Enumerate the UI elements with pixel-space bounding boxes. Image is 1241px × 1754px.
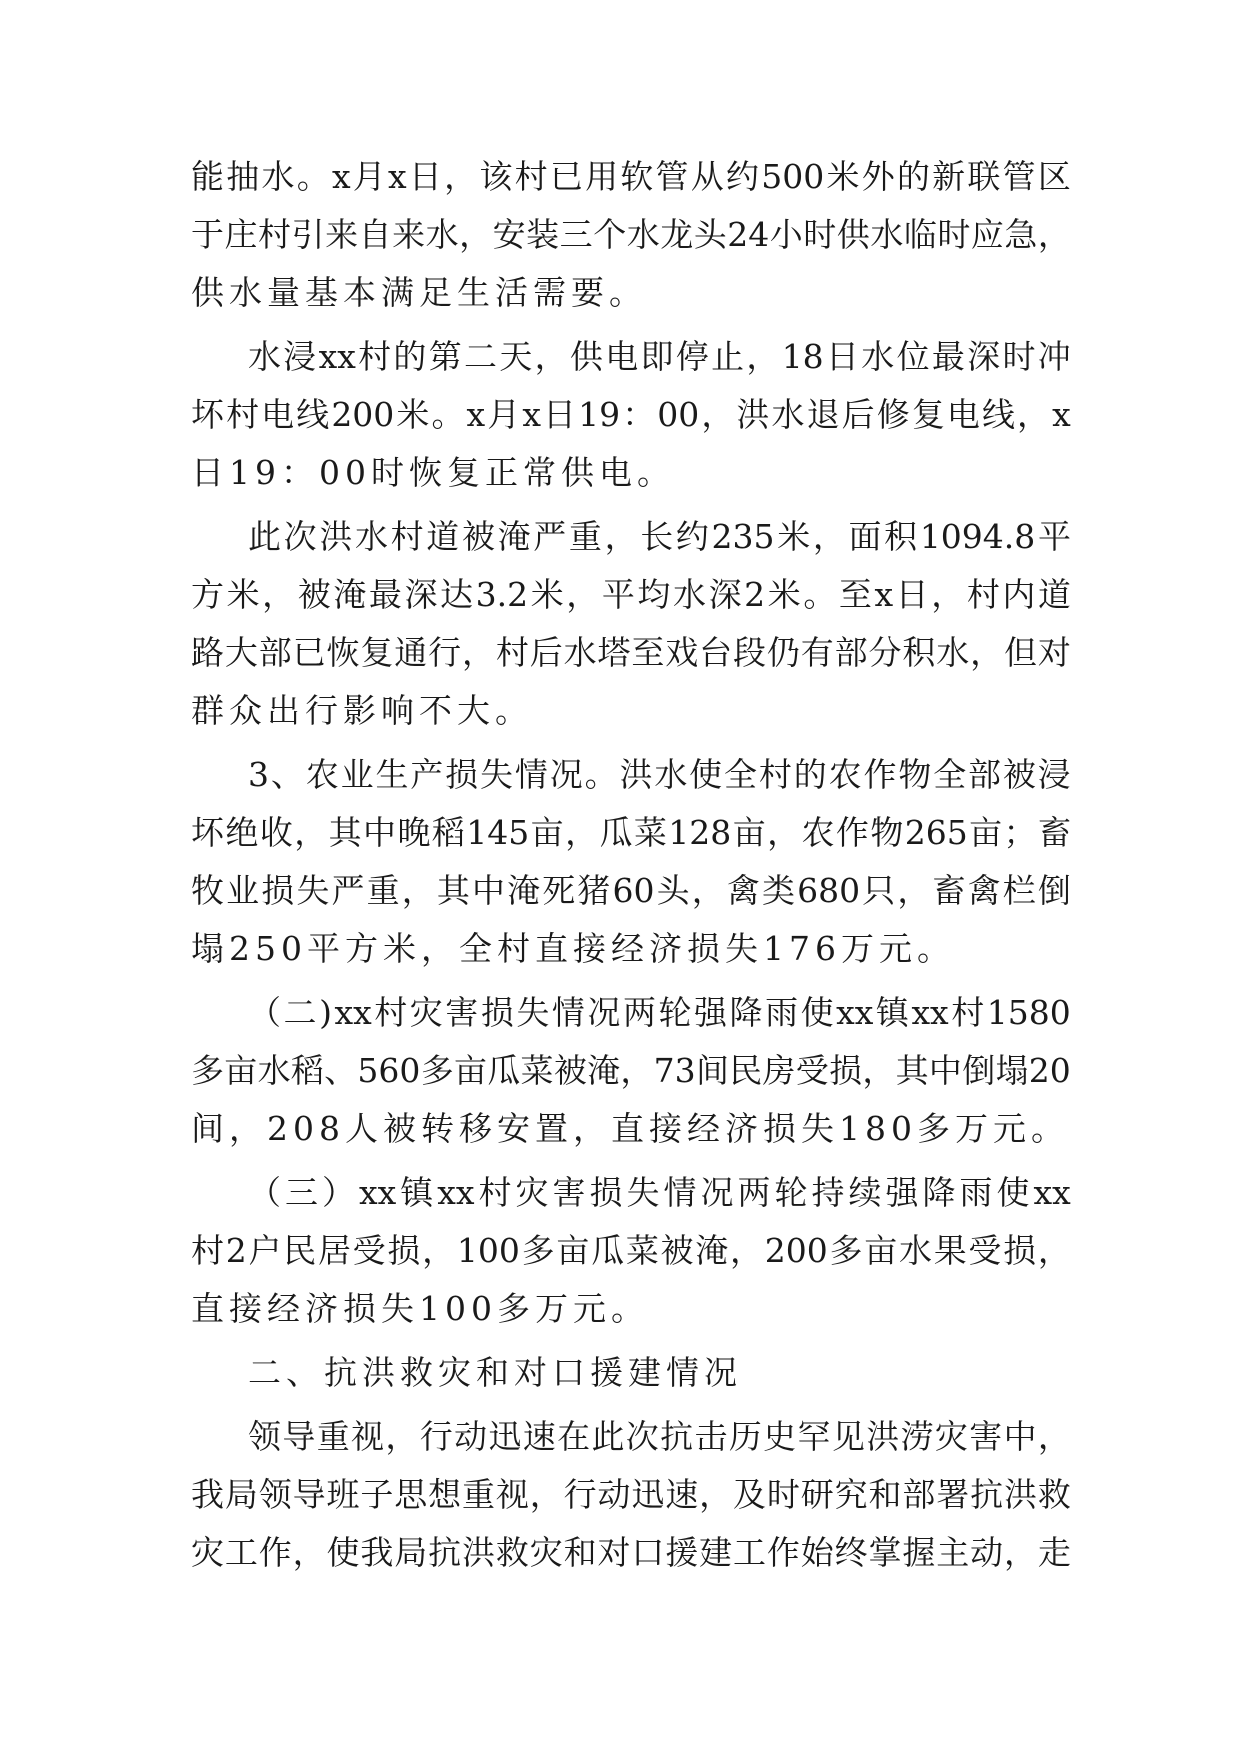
text-line: 灾 工 作 ， 使 我 局 抗 洪 救 灾 和 对 口 援 建 工 作 始 终 掌 握 主 动 ， 走 [191,1533,1071,1572]
paragraph-first-line: （ 二 ) xx 村 灾 害 损 失 情 况 两 轮 强 降 雨 使 xx 镇 xx 村 1580 [248,993,1071,1032]
text-line: 牧 业 损 失 严 重 ， 其 中 淹 死 猪 60 头 ， 禽 类 680 只 ， 畜 禽 栏 倒 [191,871,1071,910]
text-line: 直接经济损失100多万元。 [191,1289,649,1328]
text-line: 日19：00时恢复正常供电。 [191,453,675,492]
text-line: 能 抽 水 。 x 月 x 日 ， 该 村 已 用 软 管 从 约 500 米 外 的 新 联 管 区 [191,157,1071,196]
text-line: 供水量基本满足生活需要。 [191,273,647,312]
paragraph-first-line: （ 三 ） xx 镇 xx 村 灾 害 损 失 情 况 两 轮 持 续 强 降 雨 使 xx [248,1173,1071,1212]
text-line: 塌250平方米，全村直接经济损失176万元。 [191,929,955,968]
paragraph-first-line: 此 次 洪 水 村 道 被 淹 严 重 ， 长 约 235 米 ， 面 积 1094.8 平 [248,517,1071,556]
text-line: 坏 村 电 线 200 米 。 x 月 x 日 19 ： 00 ， 洪 水 退 后 修 复 电 线 ， x [191,395,1071,434]
paragraph-first-line: 二、抗洪救灾和对口援建情况 [248,1353,742,1392]
text-line: 于 庄 村 引 来 自 来 水 ， 安 装 三 个 水 龙 头 24 小 时 供 水 临 时 应 急 ， [191,215,1071,254]
text-line: 坏 绝 收 ， 其 中 晚 稻 145 亩 ， 瓜 菜 128 亩 ， 农 作 物 265 亩 ； 畜 [191,813,1071,852]
paragraph-first-line: 水 浸 xx 村 的 第 二 天 ， 供 电 即 停 止 ， 18 日 水 位 最 深 时 冲 [248,337,1071,376]
paragraph-first-line: 领 导 重 视 ， 行 动 迅 速 在 此 次 抗 击 历 史 罕 见 洪 涝 灾 害 中 ， [248,1417,1071,1456]
text-line: 群众出行影响不大。 [191,691,533,730]
text-line: 方 米 ， 被 淹 最 深 达 3.2 米 ， 平 均 水 深 2 米 。 至 x 日 ， 村 内 道 [191,575,1071,614]
text-line: 我 局 领 导 班 子 思 想 重 视 ， 行 动 迅 速 ， 及 时 研 究 和 部 署 抗 洪 救 [191,1475,1071,1514]
paragraph-first-line: 3 、 农 业 生 产 损 失 情 况 。 洪 水 使 全 村 的 农 作 物 全 部 被 浸 [248,755,1071,794]
text-line: 路 大 部 已 恢 复 通 行 ， 村 后 水 塔 至 戏 台 段 仍 有 部 分 积 水 ， 但 对 [191,633,1071,672]
text-line: 村 2 户 民 居 受 损 ， 100 多 亩 瓜 菜 被 淹 ， 200 多 亩 水 果 受 损 ， [191,1231,1071,1270]
text-line: 多 亩 水 稻 、 560 多 亩 瓜 菜 被 淹 ， 73 间 民 房 受 损 ， 其 中 倒 塌 20 [191,1051,1071,1090]
text-line: 间，208人被转移安置，直接经济损失180多万元。 [191,1109,1069,1148]
